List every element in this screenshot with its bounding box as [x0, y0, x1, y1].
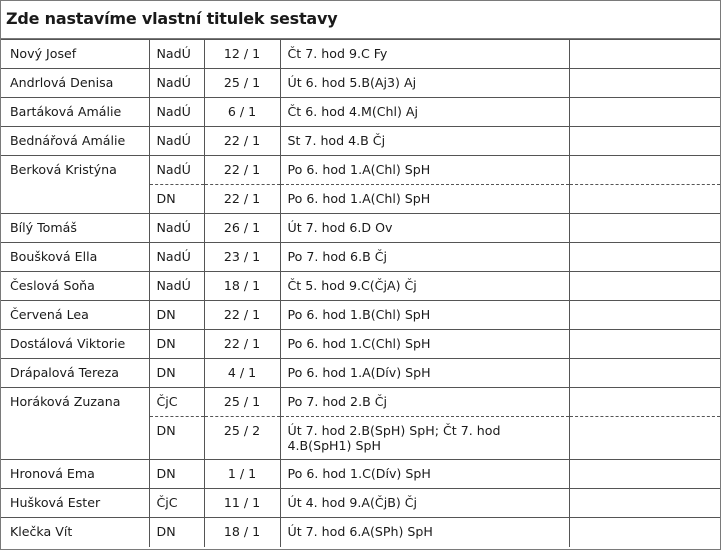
table-row [1, 98, 720, 127]
absence-type: ČjC [149, 489, 204, 518]
absence-type: DN [149, 301, 204, 330]
empty-cell [569, 40, 720, 69]
absence-count: 22 / 1 [204, 330, 280, 359]
student-name: Horáková Zuzana [1, 388, 149, 460]
absence-detail: Po 6. hod 1.A(Chl) SpH [280, 156, 569, 185]
empty-cell [569, 185, 720, 214]
student-name: Hušková Ester [1, 489, 149, 518]
absence-type: NadÚ [149, 127, 204, 156]
absence-detail: Po 6. hod 1.C(Chl) SpH [280, 330, 569, 359]
empty-cell [569, 330, 720, 359]
table-row [1, 330, 720, 359]
table-row [1, 156, 720, 185]
student-name: Andrlová Denisa [1, 69, 149, 98]
empty-cell [569, 489, 720, 518]
table-row [1, 243, 720, 272]
empty-cell [569, 272, 720, 301]
student-name: Dostálová Viktorie [1, 330, 149, 359]
absence-type: DN [149, 330, 204, 359]
absence-type: ČjC [149, 388, 204, 417]
absence-count: 1 / 1 [204, 460, 280, 489]
absence-count: 18 / 1 [204, 272, 280, 301]
table-row [1, 69, 720, 98]
absence-detail: Út 7. hod 6.A(SPh) SpH [280, 518, 569, 547]
student-name: Bílý Tomáš [1, 214, 149, 243]
absence-type: NadÚ [149, 40, 204, 69]
empty-cell [569, 518, 720, 547]
empty-cell [569, 127, 720, 156]
absence-type: NadÚ [149, 243, 204, 272]
empty-cell [569, 243, 720, 272]
report-table [1, 39, 720, 547]
table-row [1, 127, 720, 156]
student-name: Bednářová Amálie [1, 127, 149, 156]
student-name: Hronová Ema [1, 460, 149, 489]
absence-detail: Út 7. hod 6.D Ov [280, 214, 569, 243]
table-row [1, 40, 720, 69]
absence-count: 18 / 1 [204, 518, 280, 547]
absence-count: 4 / 1 [204, 359, 280, 388]
absence-type: DN [149, 460, 204, 489]
absence-detail: Po 6. hod 1.C(Dív) SpH [280, 460, 569, 489]
student-name: Červená Lea [1, 301, 149, 330]
empty-cell [569, 301, 720, 330]
absence-detail: Po 6. hod 1.B(Chl) SpH [280, 301, 569, 330]
absence-detail: Út 6. hod 5.B(Aj3) Aj [280, 69, 569, 98]
table-row [1, 359, 720, 388]
absence-count: 25 / 1 [204, 69, 280, 98]
absence-type: DN [149, 417, 204, 460]
table-row [1, 272, 720, 301]
absence-type: DN [149, 359, 204, 388]
table-row [1, 388, 720, 417]
absence-count: 22 / 1 [204, 301, 280, 330]
absence-detail: Po 6. hod 1.A(Chl) SpH [280, 185, 569, 214]
absence-type: NadÚ [149, 272, 204, 301]
absence-detail: Po 6. hod 1.A(Dív) SpH [280, 359, 569, 388]
student-name: Česlová Soňa [1, 272, 149, 301]
empty-cell [569, 460, 720, 489]
absence-detail: Út 4. hod 9.A(ČjB) Čj [280, 489, 569, 518]
absence-count: 6 / 1 [204, 98, 280, 127]
absence-detail: Po 7. hod 6.B Čj [280, 243, 569, 272]
absence-count: 12 / 1 [204, 40, 280, 69]
absence-count: 25 / 1 [204, 388, 280, 417]
absence-count: 11 / 1 [204, 489, 280, 518]
absence-detail: Čt 7. hod 9.C Fy [280, 40, 569, 69]
absence-detail: Čt 6. hod 4.M(Chl) Aj [280, 98, 569, 127]
absence-detail: St 7. hod 4.B Čj [280, 127, 569, 156]
empty-cell [569, 98, 720, 127]
student-name: Boušková Ella [1, 243, 149, 272]
absence-detail: Čt 5. hod 9.C(ČjA) Čj [280, 272, 569, 301]
absence-type: DN [149, 185, 204, 214]
absence-count: 22 / 1 [204, 185, 280, 214]
table-row [1, 518, 720, 547]
absence-count: 22 / 1 [204, 127, 280, 156]
empty-cell [569, 69, 720, 98]
student-name: Bartáková Amálie [1, 98, 149, 127]
absence-type: NadÚ [149, 98, 204, 127]
absence-type: NadÚ [149, 69, 204, 98]
absence-type: DN [149, 518, 204, 547]
table-row [1, 460, 720, 489]
student-name: Nový Josef [1, 40, 149, 69]
empty-cell [569, 388, 720, 417]
empty-cell [569, 214, 720, 243]
empty-cell [569, 359, 720, 388]
student-name: Berková Kristýna [1, 156, 149, 214]
table-row [1, 214, 720, 243]
absence-detail: Po 7. hod 2.B Čj [280, 388, 569, 417]
student-name: Drápalová Tereza [1, 359, 149, 388]
absence-count: 23 / 1 [204, 243, 280, 272]
absence-detail: Út 7. hod 2.B(SpH) SpH; Čt 7. hod 4.B(SpH1) SpH [280, 417, 569, 460]
absence-type: NadÚ [149, 156, 204, 185]
empty-cell [569, 156, 720, 185]
table-row [1, 301, 720, 330]
table-row [1, 489, 720, 518]
report-table-body [1, 40, 720, 547]
student-name: Klečka Vít [1, 518, 149, 547]
report-title: Zde nastavíme vlastní titulek sestavy [1, 1, 720, 39]
absence-count: 26 / 1 [204, 214, 280, 243]
empty-cell [569, 417, 720, 460]
absence-count: 25 / 2 [204, 417, 280, 460]
absence-type: NadÚ [149, 214, 204, 243]
absence-count: 22 / 1 [204, 156, 280, 185]
